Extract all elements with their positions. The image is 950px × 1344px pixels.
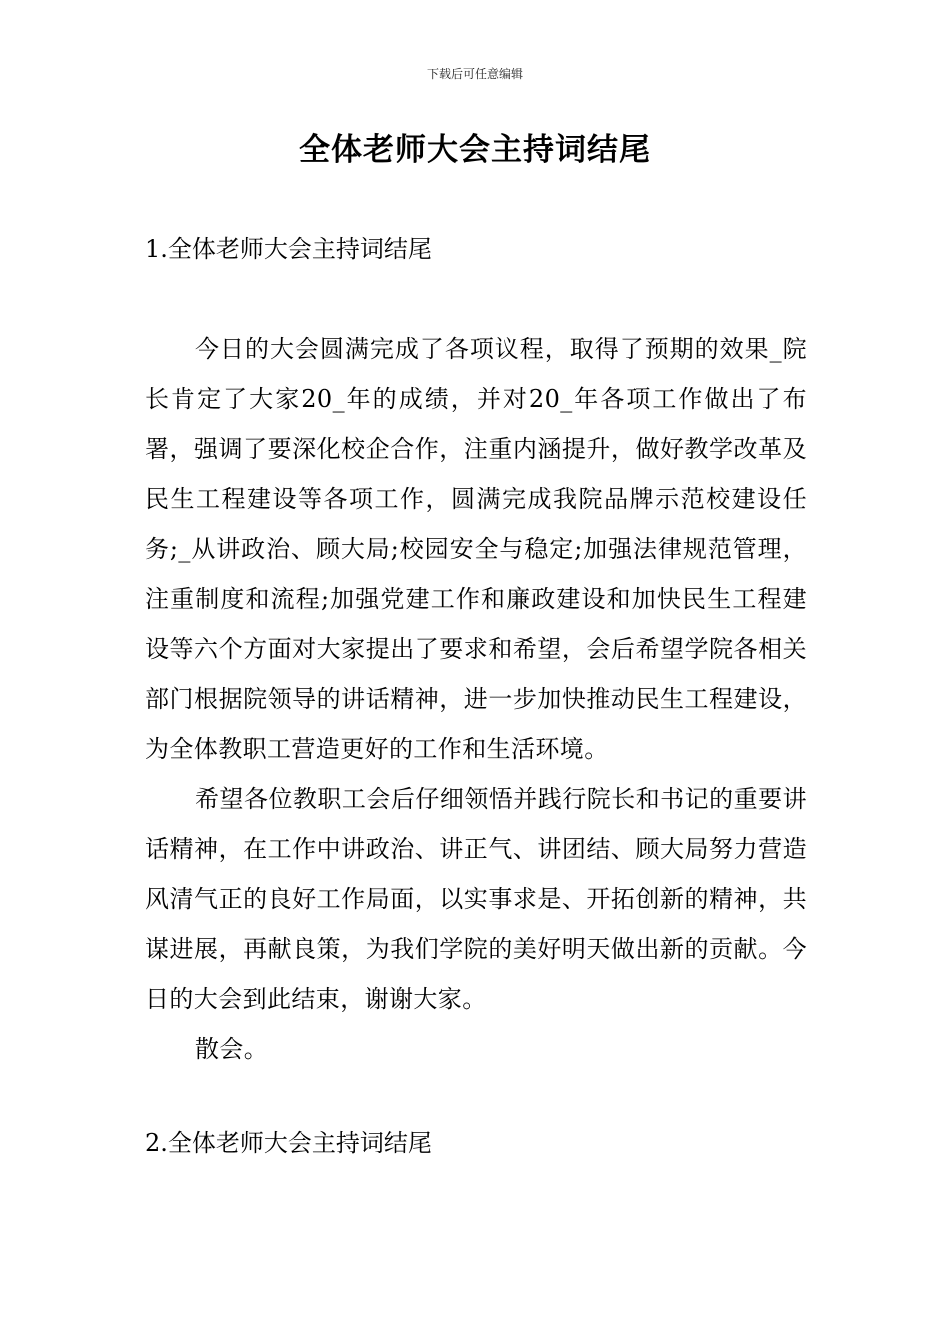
header-note: 下载后可任意编辑 (426, 67, 523, 81)
paragraph: 今日的大会圆满完成了各项议程，取得了预期的效果_院长肯定了大家20_年的成绩，并对20_年各项工作做出了布署，强调了要深化校企合作，注重内涵提升，做好教学改革及民生工程建设等各项工作，圆满完成我院品牌示范校建设任务;_从讲政治、顾大局;校园安全与稳定;加强法律规范管理，注重制度和流程;加强党建工作和廉政建设和加快民生工程建设等六个方面对大家提出了要求和希望，会后希望学院各相关部门根据院领导的讲话精神，进一步加快推动民生工程建设，为全体教职工营造更好的工作和生活环境。 (145, 335, 807, 763)
section-heading-2: 2.全体老师大会主持词结尾 (145, 1129, 432, 1157)
section-1-body (145, 324, 807, 1074)
paragraph: 希望各位教职工会后仔细领悟并践行院长和书记的重要讲话精神，在工作中讲政治、讲正气、讲团结、顾大局努力营造风清气正的良好工作局面，以实事求是、开拓创新的精神，共谋进展，再献良策，为我们学院的美好明天做出新的贡献。今日的大会到此结束，谢谢大家。 (145, 785, 807, 1013)
paragraph: 散会。 (195, 1035, 269, 1063)
section-heading-1: 1.全体老师大会主持词结尾 (145, 235, 432, 263)
document-title: 全体老师大会主持词结尾 (299, 132, 651, 168)
